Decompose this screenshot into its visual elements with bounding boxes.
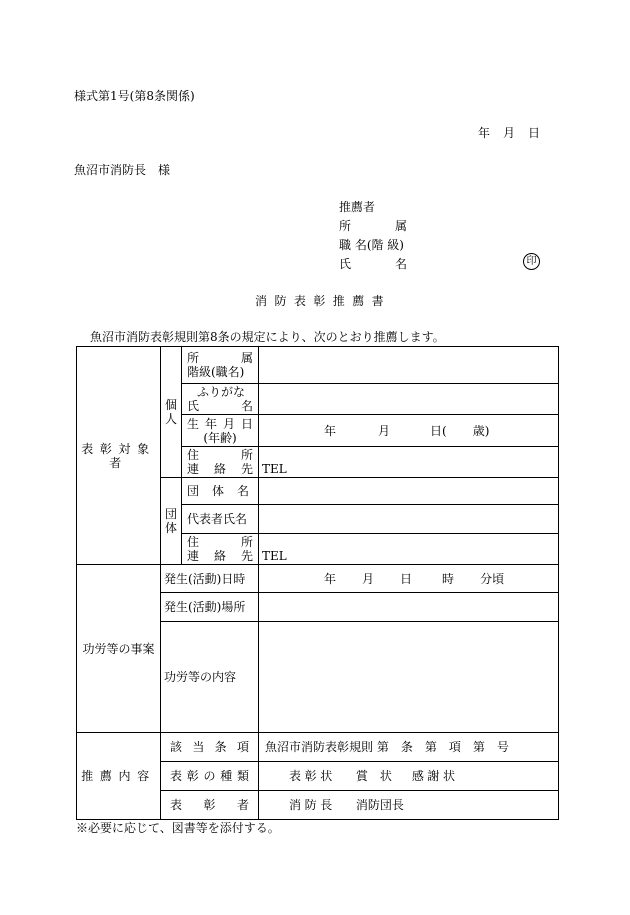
recommendation-table: [76, 346, 559, 820]
group-address-value[interactable]: TEL: [259, 534, 559, 565]
addressee: 魚沼市消防長 様: [74, 163, 171, 177]
individual-affiliation-label: 所 属 階級(職名): [182, 347, 259, 384]
merit-content-label: 功労等の内容: [161, 622, 259, 733]
merit-section-label: 功労等の事案: [77, 565, 161, 733]
group-address-label: 住 所 連 絡 先: [182, 534, 259, 565]
date-line: [478, 124, 540, 141]
document-title: 消防表彰推薦書: [255, 294, 392, 308]
recommend-type-value[interactable]: [259, 762, 559, 791]
merit-content-value[interactable]: [259, 622, 559, 733]
recommend-type-label: 表 彰 の 種 類: [161, 762, 259, 791]
footnote: ※必要に応じて、図書等を添付する。: [76, 821, 280, 835]
merit-place-value[interactable]: [259, 593, 559, 622]
individual-birth-label: 生 年 月 日 (年齢): [182, 415, 259, 447]
group-representative-label: 代表者氏名: [182, 505, 259, 534]
merit-datetime-value[interactable]: 年 月 日 時 分頃: [259, 565, 559, 593]
group-representative-value[interactable]: [259, 505, 559, 534]
recommend-clause-label: 該 当 条 項: [161, 733, 259, 762]
award-option-prize[interactable]: 賞 状: [355, 769, 392, 783]
seal-mark: 印: [523, 253, 540, 270]
recommend-clause-value[interactable]: 魚沼市消防表彰規則 第 条 第 項 第 号: [259, 733, 559, 762]
recommender-name: 氏 名: [339, 257, 407, 271]
intro-text: 魚沼市消防表彰規則第8条の規定により、次のとおり推薦します。: [90, 330, 445, 344]
merit-place-label: 発生(活動)場所: [161, 593, 259, 622]
individual-name-label: ふりがな 氏 名: [182, 384, 259, 415]
recommend-section-label: 推薦内容: [77, 733, 161, 820]
awarder-option-chief[interactable]: 消防長: [289, 798, 336, 812]
recommend-awarder-value[interactable]: [259, 791, 559, 820]
individual-address-value[interactable]: TEL: [259, 447, 559, 478]
recommend-awarder-label: 表 彰 者: [161, 791, 259, 820]
merit-datetime-label: 発生(活動)日時: [161, 565, 259, 593]
individual-name-value[interactable]: [259, 384, 559, 415]
date-year: 年: [478, 126, 491, 140]
group-section-label: 団 体: [161, 478, 182, 565]
group-name-value[interactable]: [259, 478, 559, 505]
award-option-appreciation[interactable]: 感謝状: [411, 769, 459, 783]
date-month: 月: [502, 126, 515, 140]
form-number: 様式第1号(第8条関係): [74, 89, 195, 103]
award-option-certificate[interactable]: 表彰状: [289, 769, 336, 783]
individual-address-label: 住 所 連 絡 先: [182, 447, 259, 478]
recommender-heading: 推薦者: [339, 200, 376, 214]
recommender-position: 職 名(階 級): [339, 238, 404, 252]
date-day: 日: [527, 126, 540, 140]
recommender-affiliation: 所 属: [339, 219, 407, 233]
awarder-option-corps-chief[interactable]: 消防団長: [355, 798, 404, 812]
individual-birth-value[interactable]: 年 月 日( 歳): [259, 415, 559, 447]
individual-affiliation-value[interactable]: [259, 347, 559, 384]
subject-section-label: 表彰対象者: [77, 347, 161, 565]
group-name-label: 団 体 名: [182, 478, 259, 505]
individual-group-label: 個 人: [161, 347, 182, 478]
